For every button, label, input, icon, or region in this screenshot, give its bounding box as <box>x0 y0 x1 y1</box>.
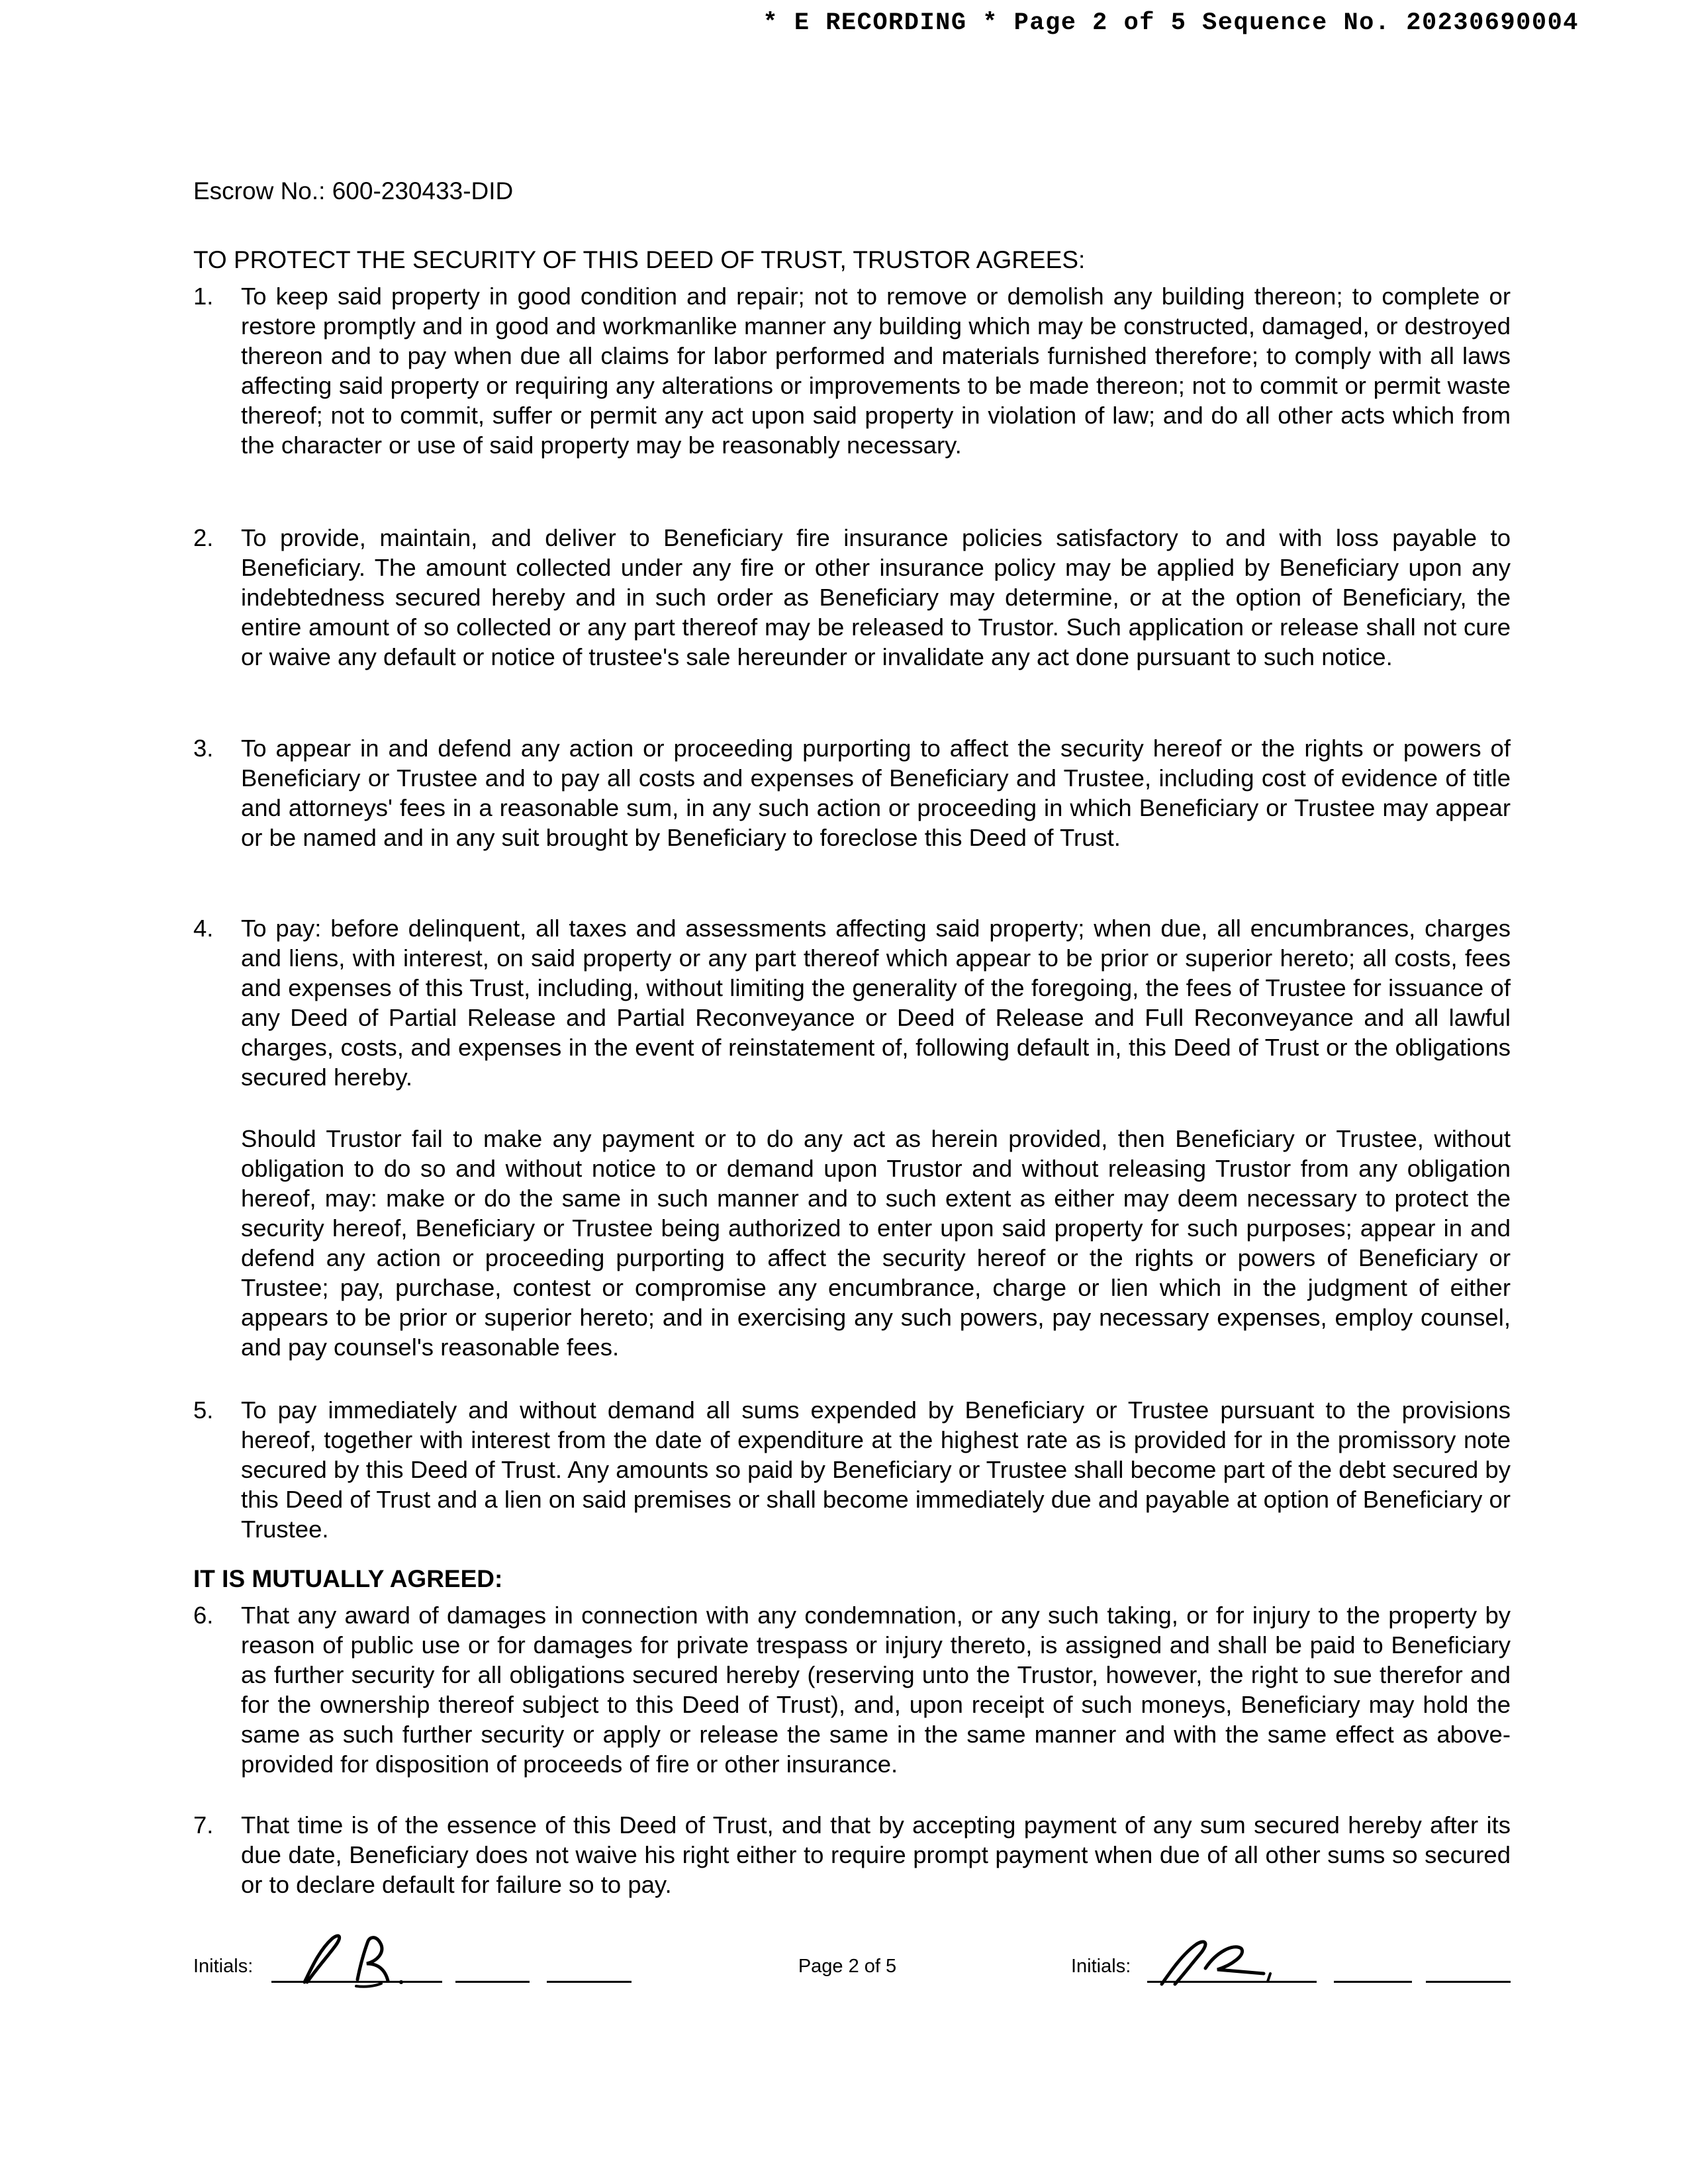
initials-line-right-2 <box>1334 1981 1412 1983</box>
clause-number: 1. <box>193 283 214 310</box>
clause-4-paragraph-2: Should Trustor fail to make any payment or to do any act as herein provided, then Beneficiary or Trustee, without obligation to do so and without notice to or demand upon Trustor and without releasing Trustor from any obligation hereof, may: make or do the same in such manner and to such extent as either may deem necessary to protect the security hereof, Beneficiary or Trustee being authorized to enter upon said property for such purposes; appear in and defend any action or proceeding purporting to affect the security hereof or the rights or powers of Beneficiary or Trustee; pay, purchase, contest or compromise any encumbrance, charge or lien which in the judgment of either appears to be prior or superior hereto; and in exercising any such powers, pay necessary expenses, employ counsel, and pay counsel's reasonable fees. <box>241 1125 1511 1361</box>
clause-text: To keep said property in good condition and repair; not to remove or demolish any building thereon; to complete or restore promptly and in good and workmanlike manner any building which may be constructed, damaged, or destroyed thereon and to pay when due all claims for labor performed and materials furnished therefore; to comply with all laws affecting said property or requiring any alterations or improvements to be made thereon; not to commit or permit waste thereof; not to commit, suffer or permit any act upon said property in violation of law; and do all other acts which from the character or use of said property may be reasonably necessary. <box>241 283 1511 459</box>
initials-line-right-3 <box>1426 1981 1511 1983</box>
escrow-number: Escrow No.: 600-230433-DID <box>193 177 514 205</box>
clause-7 <box>193 1810 1511 1899</box>
initials-label-right: Initials: <box>1071 1956 1131 1977</box>
clause-number: 5. <box>193 1396 214 1424</box>
initials-signature-right <box>1149 1933 1307 1989</box>
clause-5 <box>193 1395 1511 1544</box>
clause-text: That any award of damages in connection with any condemnation, or any such taking, or for injury to the property by reason of public use or for damages for private trespass or injury thereto, is assigned and shall be paid to Beneficiary as further security for all obligations secured hereby (reserving unto the Trustor, however, the right to sue therefor and for the ownership thereof subject to this Deed of Trust), and, upon receipt of such moneys, Beneficiary may hold the same as such further security or apply or release the same in the same manner and with the same effect as above-provided for disposition of proceeds of fire or other insurance. <box>241 1602 1511 1778</box>
initials-line-left-2 <box>455 1981 530 1983</box>
clause-text: To provide, maintain, and deliver to Beneficiary fire insurance policies satisfactory to and with loss payable to Beneficiary. The amount collected under any fire or other insurance policy may be applied by Beneficiary upon any indebtedness secured hereby and in such order as Beneficiary may determine, or at the option of Beneficiary, the entire amount of so collected or any part thereof may be released to Trustor. Such application or release shall not cure or waive any default or notice of trustee's sale hereunder or invalidate any act done pursuant to such notice. <box>241 524 1511 670</box>
clause-number: 4. <box>193 915 214 942</box>
clause-number: 7. <box>193 1811 214 1839</box>
recording-header: * E RECORDING * Page 2 of 5 Sequence No. 20230690004 <box>763 9 1579 37</box>
clause-text: To appear in and defend any action or proceeding purporting to affect the security hereof or the rights or powers of Beneficiary or Trustee and to pay all costs and expenses of Beneficiary and Trustee, including cost of evidence of title and attorneys' fees in a reasonable sum, in any such action or proceeding in which Beneficiary or Trustee may appear or be named and in any suit brought by Beneficiary to foreclose this Deed of Trust. <box>241 735 1511 851</box>
clause-4 <box>193 913 1511 1092</box>
clause-3 <box>193 733 1511 852</box>
protect-heading: TO PROTECT THE SECURITY OF THIS DEED OF TRUST, TRUSTOR AGREES: <box>193 246 1086 273</box>
initials-label-left: Initials: <box>193 1956 254 1977</box>
clause-text: To pay: before delinquent, all taxes and assessments affecting said property; when due, all encumbrances, charges and liens, with interest, on said property or any part thereof which appear to be prior or superior hereto; all costs, fees and expenses of this Trust, including, without limiting the generality of the foregoing, the fees of Trustee for issuance of any Deed of Partial Release and Partial Reconveyance or Deed of Release and Full Reconveyance and all lawful charges, costs, and expenses in the event of reinstatement of, following default in, this Deed of Trust or the obligations secured hereby. <box>241 915 1511 1091</box>
clause-6 <box>193 1600 1511 1779</box>
mutually-agreed-heading: IT IS MUTUALLY AGREED: <box>193 1565 503 1592</box>
page-number: Page 2 of 5 <box>798 1956 897 1977</box>
clause-1 <box>193 281 1511 460</box>
clause-text: To pay immediately and without demand all sums expended by Beneficiary or Trustee pursuant to the provisions hereof, together with interest from the date of expenditure at the highest rate as is provided for in the promissory note secured by this Deed of Trust. Any amounts so paid by Beneficiary or Trustee shall become part of the debt secured by this Deed of Trust and a lien on said premises or shall become immediately due and payable at option of Beneficiary or Trustee. <box>241 1396 1511 1543</box>
initials-signature-left <box>278 1929 450 1989</box>
clause-number: 3. <box>193 735 214 762</box>
clause-2 <box>193 523 1511 672</box>
clause-text: That time is of the essence of this Deed of Trust, and that by accepting payment of any sum secured hereby after its due date, Beneficiary does not waive his right either to require prompt payment when due of all other sums so secured or to declare default for failure so to pay. <box>241 1811 1511 1898</box>
initials-line-left-3 <box>547 1981 632 1983</box>
clause-number: 2. <box>193 524 214 551</box>
clause-number: 6. <box>193 1602 214 1629</box>
